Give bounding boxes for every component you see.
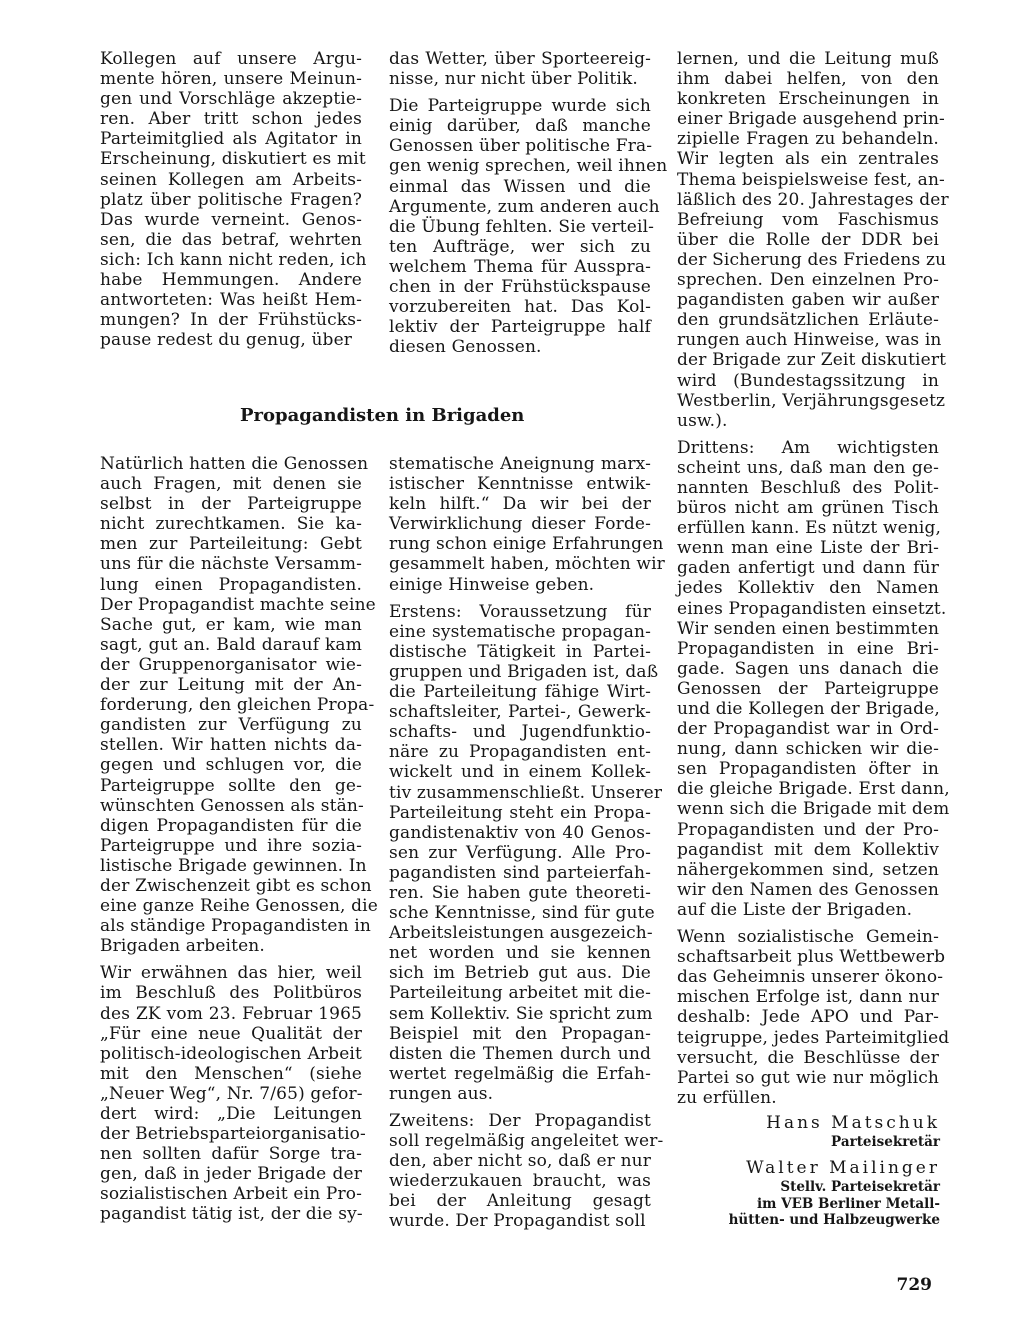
text-line: Das wurde verneint. Genos- (100, 209, 362, 230)
text-line: Der Propagandist machte seine (100, 594, 376, 615)
text-line: net worden und sie kennen (389, 943, 651, 964)
text-line: politisch-ideologischen Arbeit (100, 1043, 362, 1064)
text-line: nicht zurechtkamen. Sie ka- (100, 514, 362, 535)
text-line: sen Propagandisten öfter in (677, 759, 939, 780)
text-line: über die Rolle der DDR bei (677, 229, 939, 250)
text-line: seinen Kollegen am Arbeits- (100, 169, 362, 190)
text-line: gaden anfertigt und dann für (677, 558, 939, 579)
author-name: Hans Matschuk (766, 1113, 940, 1133)
text-line: rungen aus. (389, 1083, 494, 1104)
text-line: Parteigruppe sollte den ge- (100, 775, 362, 796)
text-line: der zur Leitung mit der An- (100, 675, 362, 696)
text-line: ren. Sie haben gute theoreti- (389, 882, 651, 903)
text-line: einer Brigade ausgehend prin- (677, 109, 945, 130)
author-affiliation: hütten- und Halbzeugwerke (728, 1212, 940, 1228)
text-line: schaftsleiter, Partei-, Gewerk- (389, 702, 651, 723)
text-line: Partei so gut wie nur möglich (677, 1067, 939, 1088)
paragraph (677, 49, 949, 431)
text-line: einig darüber, daß manche (389, 116, 651, 137)
text-line: der Brigade zur Zeit diskutiert (677, 350, 947, 371)
text-line: sche Kenntnisse, sind für gute (389, 903, 655, 924)
text-line: Zweitens: Der Propagandist (389, 1111, 651, 1131)
text-line: Beispiel mit den Propagan- (389, 1023, 651, 1044)
text-line: Brigaden arbeiten. (100, 936, 265, 957)
paragraph (389, 1111, 664, 1232)
text-line: eines Propagandisten einsetzt. (677, 598, 947, 619)
text-line: sozialistischen Arbeit ein Pro- (100, 1184, 363, 1205)
text-line: der Gruppenorganisator wie- (100, 654, 362, 675)
text-line: selbst in der Parteigruppe (100, 494, 362, 515)
text-line: wurde. Der Propagandist soll (389, 1211, 646, 1232)
text-line: Wenn sozialistische Gemein- (677, 927, 939, 948)
text-line: mit den Menschen“ (siehe (100, 1063, 362, 1084)
text-line: sagt, gut an. Bald darauf kam (100, 634, 362, 655)
text-line: als ständige Propagandisten in (100, 916, 371, 937)
text-line: sprechen. Den einzelnen Pro- (677, 270, 939, 291)
page-number: 729 (896, 1275, 932, 1295)
text-line: scheint uns, daß man den ge- (677, 457, 939, 478)
paragraph (677, 927, 950, 1108)
text-line: antworteten: Was heißt Hem- (100, 290, 362, 311)
text-line: wir den Namen des Genossen (677, 879, 939, 900)
text-line: Parteigruppe und ihre sozia- (100, 835, 362, 856)
text-line: Parteimitglied als Agitator in (100, 129, 362, 150)
text-line: wickelt und in einem Kollek- (389, 762, 651, 783)
text-line: im Beschluß des Politbüros (100, 983, 362, 1004)
text-line: der Betriebsparteiorganisatio- (100, 1124, 366, 1145)
text-line: gen und Vorschläge akzeptie- (100, 89, 362, 110)
text-line: ten Aufträge, wer sich zu (389, 236, 651, 257)
text-line: gandisten zur Verfügung zu (100, 715, 362, 736)
text-line: soll regelmäßig angeleitet wer- (389, 1131, 664, 1152)
text-line: eine ganze Reihe Genossen, die (100, 896, 378, 917)
text-line: platz über politische Fragen? (100, 189, 362, 210)
text-line: nähergekommen sind, setzen (677, 859, 939, 880)
text-line: disten die Themen durch und (389, 1043, 651, 1064)
paragraph (100, 49, 367, 351)
text-line: lektiv der Parteigruppe half (389, 317, 651, 338)
text-line: vorzubereiten hat. Das Kol- (389, 297, 651, 318)
text-line: büros nicht am grünen Tisch (677, 498, 939, 519)
text-line: Natürlich hatten die Genossen (100, 454, 369, 474)
text-line: Sache gut, er kam, wie man (100, 614, 362, 635)
text-line: konkreten Erscheinungen in (677, 89, 939, 110)
text-line: sen, die das betraf, wehrten (100, 229, 362, 250)
text-line: uns für die nächste Versamm- (100, 554, 362, 575)
text-line: wertet regelmäßig die Erfah- (389, 1063, 651, 1084)
text-line: gandistenaktiv von 40 Genos- (389, 822, 651, 843)
text-line: tiv zusammenschließt. Unserer (389, 782, 663, 803)
text-line: die gleiche Brigade. Erst dann, (677, 779, 950, 800)
text-line: pagandisten gaben wir außer (677, 290, 939, 311)
text-line: gruppen und Brigaden ist, daß (389, 661, 659, 682)
author-name: Walter Mailinger (746, 1158, 940, 1178)
text-line: diesen Genossen. (389, 337, 542, 358)
column-top-left (100, 49, 367, 351)
text-line: habe Hemmungen. Andere (100, 270, 362, 291)
text-line: der Sicherung des Friedens zu (677, 249, 947, 270)
text-line: Wir erwähnen das hier, weil (100, 963, 362, 984)
text-line: des ZK vom 23. Februar 1965 (100, 1003, 362, 1024)
text-line: forderung, den gleichen Propa- (100, 695, 375, 716)
text-line: Propagandisten in eine Bri- (677, 638, 939, 659)
text-line: sich im Betrieb gut aus. Die (389, 963, 651, 984)
author-role: Parteisekretär (831, 1134, 940, 1150)
text-line: Drittens: Am wichtigsten (677, 437, 939, 458)
text-line: der Zwischenzeit gibt es schon (100, 875, 372, 896)
text-line: eine systematische propagan- (389, 621, 651, 642)
text-line: jedes Kollektiv den Namen (677, 578, 939, 599)
text-line: nen sollten dafür Sorge tra- (100, 1144, 362, 1165)
text-line: nisse, nur nicht über Politik. (389, 69, 638, 90)
text-line: sen zur Verfügung. Alle Pro- (389, 842, 651, 863)
text-line: Parteileitung arbeitet mit die- (389, 983, 651, 1004)
text-line: wünschten Genossen als stän- (100, 795, 364, 816)
paragraph (100, 963, 366, 1225)
text-line: pagandist mit dem Kollektiv (677, 839, 939, 860)
text-line: mungen? In der Frühstücks- (100, 310, 362, 331)
text-line: zipielle Fragen zu behandeln. (677, 129, 939, 150)
column-right (677, 49, 950, 1108)
text-line: nung, dann schicken wir die- (677, 739, 939, 760)
text-line: istischer Kenntnisse entwik- (389, 474, 651, 495)
text-line: Genossen über politische Fra- (389, 136, 653, 157)
text-line: Erstens: Voraussetzung für (389, 601, 651, 622)
text-line: einmal das Wissen und die (389, 176, 651, 197)
text-line: lung einen Propagandisten. (100, 574, 362, 595)
text-line: das Wetter, über Sporteereig- (389, 49, 651, 69)
text-line: Befreiung vom Faschismus (677, 209, 939, 230)
text-line: wird (Bundestagssitzung in (677, 370, 939, 391)
text-line: welchem Thema für Ausspra- (389, 256, 651, 277)
text-line: distische Tätigkeit in Partei- (389, 641, 651, 662)
text-line: den, aber nicht so, daß er nur (389, 1151, 652, 1172)
text-line: lernen, und die Leitung muß (677, 49, 939, 69)
text-line: ihm dabei helfen, von den (677, 69, 939, 90)
text-line: teigruppe, jedes Parteimitglied (677, 1027, 950, 1048)
text-line: usw.). (677, 410, 728, 431)
text-line: gen, daß in jeder Brigade der (100, 1164, 362, 1185)
text-line: Arbeitsleistungen ausgezeich- (389, 923, 653, 944)
text-line: auf die Liste der Brigaden. (677, 899, 913, 920)
section-heading: Propagandisten in Brigaden (240, 405, 525, 426)
text-line: dert wird: „Die Leitungen (100, 1104, 362, 1124)
text-line: keln hilft.“ Da wir bei der (389, 494, 651, 515)
text-line: pagandist tätig ist, der die sy- (100, 1204, 363, 1225)
text-line: und die Kollegen der Brigade, (677, 699, 940, 719)
text-line: pagandisten sind parteierfah- (389, 862, 651, 883)
text-line: versucht, die Beschlüsse der (677, 1047, 939, 1068)
text-line: die Übung fehlten. Sie verteil- (389, 216, 655, 237)
text-line: listische Brigade gewinnen. In (100, 855, 367, 876)
text-line: wenn man eine Liste der Bri- (677, 538, 939, 559)
text-line: stellen. Wir hatten nichts da- (100, 735, 362, 756)
text-line: „Für eine neue Qualität der (100, 1023, 362, 1044)
column-bottom-left (100, 454, 378, 1225)
text-line: die Parteileitung fähige Wirt- (389, 682, 651, 703)
text-line: rungen auch Hinweise, was in (677, 330, 942, 351)
text-line: ren. Aber tritt schon jedes (100, 109, 362, 130)
text-line: näre zu Propagandisten ent- (389, 742, 651, 763)
text-line: stematische Aneignung marx- (389, 454, 651, 474)
text-line: digen Propagandisten für die (100, 815, 362, 836)
text-line: Thema beispielsweise fest, an- (677, 169, 945, 190)
text-line: deshalb: Jede APO und Par- (677, 1007, 939, 1028)
text-line: men zur Parteileitung: Gebt (100, 534, 362, 555)
text-line: Wir senden einen bestimmten (677, 618, 940, 639)
text-line: den grundsätzlichen Erläute- (677, 310, 939, 331)
text-line: erfüllen kann. Es nützt wenig, (677, 518, 942, 539)
text-line: Genossen der Parteigruppe (677, 678, 939, 699)
text-line: zu erfüllen. (677, 1087, 777, 1108)
text-line: auch Fragen, mit denen sie (100, 474, 362, 495)
text-line: Wir legten als ein zentrales (677, 149, 939, 170)
text-line: bei der Anleitung gesagt (389, 1191, 651, 1212)
paragraph (677, 437, 950, 920)
paragraph (389, 49, 651, 89)
text-line: wenn sich die Brigade mit dem (677, 799, 950, 820)
text-line: gesammelt haben, möchten wir (389, 554, 665, 575)
text-line: mente hören, unsere Meinun- (100, 69, 362, 90)
text-line: Parteileitung steht ein Propa- (389, 802, 651, 823)
text-line: Westberlin, Verjährungsgesetz (677, 390, 946, 411)
signature-block-1 (660, 1112, 940, 1151)
text-line: Die Parteigruppe wurde sich (389, 96, 651, 117)
text-line: rung schon einige Erfahrungen (389, 534, 664, 555)
column-bottom-middle (389, 454, 665, 1232)
text-line: der Propagandist war in Ord- (677, 719, 939, 740)
text-line: schaftsarbeit plus Wettbewerb (677, 947, 946, 968)
author-role: Stellv. Parteisekretär (780, 1179, 940, 1195)
text-line: gen wenig sprechen, weil ihnen (389, 156, 668, 177)
text-line: gegen und schlugen vor, die (100, 755, 362, 776)
text-line: schafts- und Jugendfunktio- (389, 722, 651, 743)
text-line: wiederzukauen braucht, was (389, 1171, 651, 1192)
text-line: einige Hinweise geben. (389, 574, 595, 595)
text-line: gade. Sagen uns danach die (677, 658, 939, 679)
paragraph (100, 454, 378, 957)
text-line: läßlich des 20. Jahrestages der (677, 189, 949, 210)
text-line: mischen Erfolge ist, dann nur (677, 987, 939, 1008)
text-line: sich: Ich kann nicht reden, ich (100, 249, 367, 270)
text-line: Propagandisten und der Pro- (677, 819, 939, 840)
paragraph (389, 454, 665, 595)
paragraph (389, 601, 663, 1104)
text-line: Argumente, zum anderen auch (389, 196, 660, 217)
text-line: Verwirklichung dieser Forde- (389, 514, 651, 535)
text-line: Kollegen auf unsere Argu- (100, 49, 362, 69)
text-line: „Neuer Weg“, Nr. 7/65) gefor- (100, 1083, 363, 1104)
text-line: sem Kollektiv. Sie spricht zum (389, 1003, 653, 1024)
text-line: Erscheinung, diskutiert es mit (100, 149, 366, 170)
text-line: nannten Beschluß des Polit- (677, 477, 939, 498)
author-affiliation: im VEB Berliner Metall- (757, 1195, 940, 1212)
text-line: pause redest du genug, über (100, 330, 353, 351)
column-top-middle (389, 49, 668, 358)
text-line: chen in der Frühstückspause (389, 277, 651, 298)
paragraph (389, 96, 668, 358)
text-line: das Geheimnis unserer ökono- (677, 967, 944, 988)
signature-block-2 (660, 1157, 940, 1229)
